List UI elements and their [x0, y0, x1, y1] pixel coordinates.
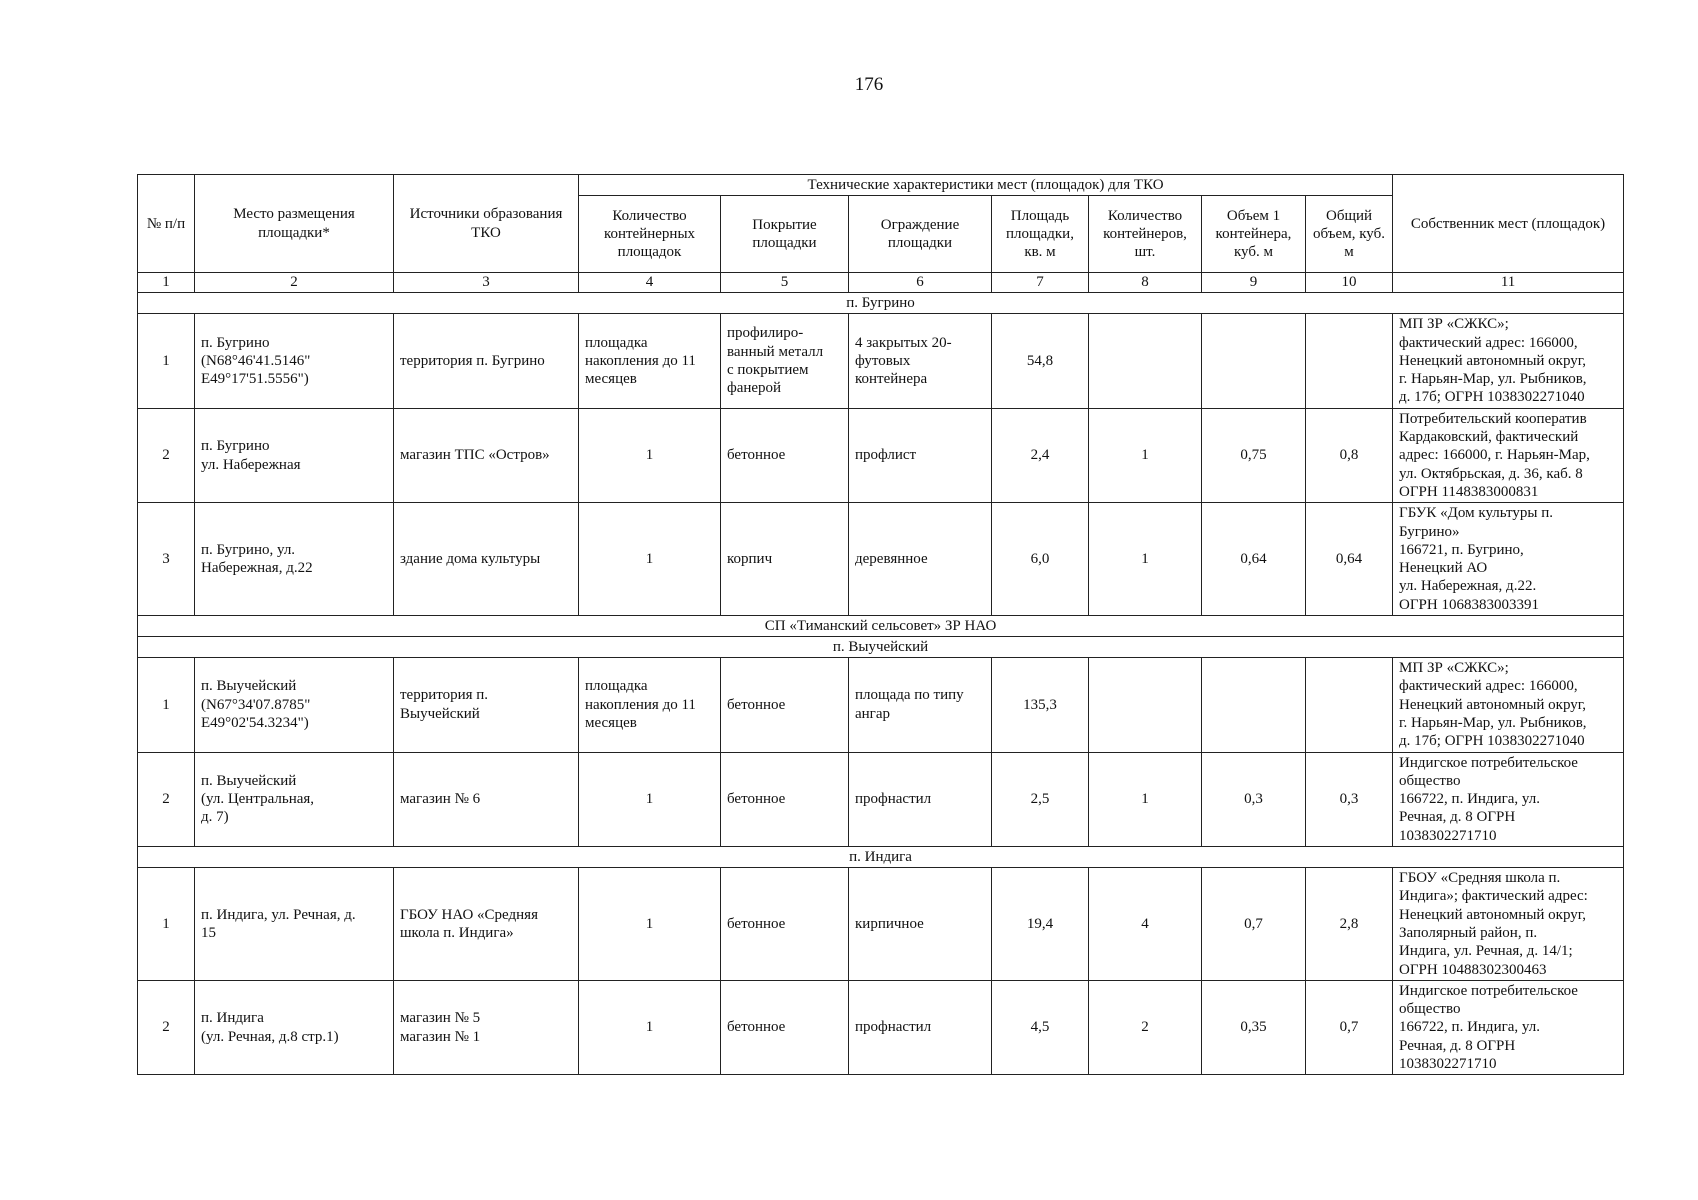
location-cell	[195, 658, 394, 752]
containers-cell	[1089, 658, 1202, 752]
column-number: 8	[1089, 273, 1202, 293]
owner-cell	[1393, 503, 1624, 616]
location-cell	[195, 408, 394, 502]
table-row	[138, 408, 1624, 502]
owner-cell	[1393, 752, 1624, 846]
cell-line: фактический адрес: 166000,	[1399, 678, 1578, 695]
area-cell: 2,4	[992, 408, 1089, 502]
cell-line: МП ЗР «СЖКС»;	[1399, 660, 1509, 677]
column-number: 10	[1306, 273, 1393, 293]
cell-line: с покрытием	[727, 362, 809, 379]
header-area: Площадь площадки, кв. м	[992, 196, 1089, 273]
cell-line: 15	[201, 924, 216, 941]
cell-line: 166721, п. Бугрино,	[1399, 541, 1524, 558]
owner-cell	[1393, 980, 1624, 1074]
container-volume-cell: 0,3	[1202, 752, 1306, 846]
area-cell: 4,5	[992, 980, 1089, 1074]
cell-line: накопления до 11	[585, 352, 696, 369]
cell-line: ОГРН 1068383003391	[1399, 596, 1539, 613]
column-number: 3	[394, 273, 579, 293]
cell-line: Потребительский кооператив	[1399, 410, 1587, 427]
header-platforms-count: Количество контейнерных площадок	[579, 196, 721, 273]
total-volume-cell	[1306, 314, 1393, 408]
container-volume-cell: 0,64	[1202, 503, 1306, 616]
header-sources: Источники образования ТКО	[394, 175, 579, 273]
cell-line: территория п. Бугрино	[400, 352, 545, 369]
cell-line: 1	[645, 1019, 654, 1036]
table-header	[138, 175, 1624, 293]
fence-cell	[849, 752, 992, 846]
platforms-cell	[579, 658, 721, 752]
cell-line: п. Индига	[201, 1010, 264, 1027]
cell-line: п. Выучейский	[201, 772, 297, 789]
cell-line: фактический адрес: 166000,	[1399, 334, 1578, 351]
section-row	[138, 616, 1624, 637]
cell-line: магазин ТПС «Остров»	[400, 447, 550, 464]
owner-cell	[1393, 868, 1624, 981]
surface-cell	[721, 980, 849, 1074]
sources-cell	[394, 408, 579, 502]
area-cell: 6,0	[992, 503, 1089, 616]
total-volume-cell: 0,8	[1306, 408, 1393, 502]
cell-line: бетонное	[727, 915, 786, 932]
section-row	[138, 637, 1624, 658]
header-num: № п/п	[138, 175, 195, 273]
page-number: 176	[854, 74, 884, 95]
container-volume-cell	[1202, 658, 1306, 752]
cell-line: п. Бугрино	[201, 334, 270, 351]
cell-line: контейнера	[855, 371, 928, 388]
cell-line: Индигское потребительское	[1399, 982, 1578, 999]
sources-cell	[394, 503, 579, 616]
header-container-volume: Объем 1 контейнера, куб. м	[1202, 196, 1306, 273]
header-total-volume: Общий объем, куб. м	[1306, 196, 1393, 273]
column-number: 1	[138, 273, 195, 293]
table-body	[138, 293, 1624, 1075]
containers-cell: 2	[1089, 980, 1202, 1074]
fence-cell	[849, 408, 992, 502]
cell-line: ОГРН 1148383000831	[1399, 483, 1539, 500]
cell-line: месяцев	[585, 714, 637, 731]
cell-line: магазин № 1	[400, 1028, 481, 1045]
cell-line: профнастил	[855, 791, 932, 808]
platforms-cell	[579, 868, 721, 981]
cell-line: профлист	[855, 447, 917, 464]
cell-line: Речная, д. 8 ОГРН	[1399, 1037, 1516, 1054]
sources-cell	[394, 980, 579, 1074]
table-row	[138, 658, 1624, 752]
cell-line: ГБУК «Дом культуры п.	[1399, 505, 1554, 522]
container-volume-cell	[1202, 314, 1306, 408]
cell-line: Набережная, д.22	[201, 560, 313, 577]
section-row	[138, 293, 1624, 314]
cell-line: месяцев	[585, 371, 637, 388]
container-volume-cell: 0,75	[1202, 408, 1306, 502]
fence-cell	[849, 503, 992, 616]
column-number: 11	[1393, 273, 1624, 293]
cell-line: Индига»; фактический адрес:	[1399, 888, 1588, 905]
cell-line: бетонное	[727, 1019, 786, 1036]
section-title: СП «Тиманский сельсовет» ЗР НАО	[138, 616, 1624, 637]
cell-line: E49°02'54.3234")	[201, 714, 309, 731]
cell-line: д. 17б; ОГРН 1038302271040	[1399, 733, 1585, 750]
cell-line: 1038302271710	[1399, 827, 1497, 844]
cell-line: корпич	[727, 551, 773, 567]
cell-line: 166722, п. Индига, ул.	[1399, 1019, 1540, 1036]
table-row	[138, 314, 1624, 408]
row-number: 2	[138, 980, 195, 1074]
column-number: 5	[721, 273, 849, 293]
cell-line: Ненецкий автономный округ,	[1399, 352, 1586, 369]
containers-cell: 1	[1089, 752, 1202, 846]
owner-cell	[1393, 314, 1624, 408]
platforms-cell	[579, 752, 721, 846]
row-number: 1	[138, 314, 195, 408]
cell-line: площадка	[585, 334, 648, 351]
platforms-cell	[579, 314, 721, 408]
location-cell	[195, 503, 394, 616]
cell-line: магазин № 6	[400, 791, 481, 808]
cell-line: бетонное	[727, 696, 786, 713]
cell-line: футовых	[855, 352, 911, 369]
surface-cell	[721, 868, 849, 981]
container-volume-cell: 0,35	[1202, 980, 1306, 1074]
sources-cell	[394, 658, 579, 752]
cell-line: бетонное	[727, 447, 786, 464]
header-fence: Ограждение площадки	[849, 196, 992, 273]
fence-cell	[849, 868, 992, 981]
location-cell	[195, 868, 394, 981]
containers-cell: 1	[1089, 408, 1202, 502]
cell-line: Ненецкий автономный округ,	[1399, 906, 1586, 923]
cell-line: ГБОУ НАО «Средняя	[400, 906, 538, 923]
fence-cell	[849, 658, 992, 752]
table-row	[138, 752, 1624, 846]
cell-line: д. 17б; ОГРН 1038302271040	[1399, 389, 1585, 406]
cell-line: Кардаковский, фактический	[1399, 429, 1579, 446]
table-row	[138, 503, 1624, 616]
area-cell: 135,3	[992, 658, 1089, 752]
cell-line: 4 закрытых 20-	[855, 334, 952, 351]
cell-line: п. Бугрино	[201, 438, 270, 455]
column-number: 2	[195, 273, 394, 293]
cell-line: ул. Набережная, д.22.	[1399, 578, 1537, 595]
surface-cell	[721, 658, 849, 752]
surface-cell	[721, 314, 849, 408]
section-row	[138, 847, 1624, 868]
location-cell	[195, 314, 394, 408]
cell-line: ул. Октябрьская, д. 36, каб. 8	[1399, 465, 1583, 482]
container-volume-cell: 0,7	[1202, 868, 1306, 981]
cell-line: Речная, д. 8 ОГРН	[1399, 809, 1516, 826]
cell-line: магазин № 5	[400, 1010, 481, 1027]
cell-line: общество	[1399, 1001, 1461, 1018]
cell-line: фанерой	[727, 380, 782, 397]
cell-line: МП ЗР «СЖКС»;	[1399, 316, 1509, 333]
row-number: 2	[138, 408, 195, 502]
cell-line: Заполярный район, п.	[1399, 924, 1538, 941]
owner-cell	[1393, 408, 1624, 502]
owner-cell	[1393, 658, 1624, 752]
sources-cell	[394, 314, 579, 408]
cell-line: здание дома культуры	[400, 551, 541, 567]
cell-line: Выучейский	[400, 705, 480, 722]
containers-cell	[1089, 314, 1202, 408]
total-volume-cell: 2,8	[1306, 868, 1393, 981]
surface-cell	[721, 408, 849, 502]
containers-cell: 4	[1089, 868, 1202, 981]
cell-line: профнастил	[855, 1019, 932, 1036]
total-volume-cell: 0,3	[1306, 752, 1393, 846]
cell-line: 1	[645, 551, 654, 567]
cell-line: п. Индига, ул. Речная, д.	[201, 906, 356, 923]
cell-line: адрес: 166000, г. Нарьян-Мар,	[1399, 447, 1590, 464]
platforms-cell	[579, 408, 721, 502]
surface-cell	[721, 503, 849, 616]
section-title: п. Индига	[138, 847, 1624, 868]
cell-line: 166722, п. Индига, ул.	[1399, 791, 1540, 808]
cell-line: ванный металл	[727, 343, 824, 360]
table-row	[138, 980, 1624, 1074]
cell-line: Индига, ул. Речная, д. 14/1;	[1399, 943, 1573, 960]
cell-line: 1	[645, 915, 654, 932]
cell-line: школа п. Индига»	[400, 924, 514, 941]
cell-line: ул. Набережная	[201, 456, 301, 473]
platforms-cell	[579, 503, 721, 616]
row-number: 2	[138, 752, 195, 846]
cell-line: 1038302271710	[1399, 1055, 1497, 1072]
cell-line: площадка	[585, 678, 648, 695]
cell-line: (N68°46'41.5146"	[201, 352, 311, 369]
cell-line: ГБОУ «Средняя школа п.	[1399, 870, 1561, 887]
fence-cell	[849, 980, 992, 1074]
cell-line: (ул. Центральная,	[201, 791, 315, 808]
cell-line: бетонное	[727, 791, 786, 808]
area-cell: 19,4	[992, 868, 1089, 981]
cell-line: (N67°34'07.8785"	[201, 696, 311, 713]
fence-cell	[849, 314, 992, 408]
location-cell	[195, 752, 394, 846]
waste-sites-table	[137, 174, 1624, 1075]
cell-line: профилиро-	[727, 325, 804, 342]
cell-line: Ненецкий АО	[1399, 560, 1488, 577]
platforms-cell	[579, 980, 721, 1074]
cell-line: 1	[645, 791, 654, 808]
row-number: 1	[138, 868, 195, 981]
cell-line: Бугрино»	[1399, 523, 1460, 540]
cell-line: ангар	[855, 705, 890, 722]
header-tech-group: Технические характеристики мест (площадок) для ТКО	[579, 175, 1393, 196]
cell-line: накопления до 11	[585, 696, 696, 713]
header-owner: Собственник мест (площадок)	[1393, 175, 1624, 273]
header-surface: Покрытие площадки	[721, 196, 849, 273]
sources-cell	[394, 752, 579, 846]
cell-line: ОГРН 10488302300463	[1399, 961, 1547, 978]
area-cell: 2,5	[992, 752, 1089, 846]
cell-line: д. 7)	[201, 809, 229, 826]
cell-line: E49°17'51.5556")	[201, 371, 309, 388]
cell-line: общество	[1399, 772, 1461, 789]
section-title: п. Бугрино	[138, 293, 1624, 314]
cell-line: Индигское потребительское	[1399, 754, 1578, 771]
table-row	[138, 868, 1624, 981]
total-volume-cell: 0,7	[1306, 980, 1393, 1074]
containers-cell: 1	[1089, 503, 1202, 616]
column-number: 4	[579, 273, 721, 293]
row-number: 3	[138, 503, 195, 616]
cell-line: п. Бугрино, ул.	[201, 541, 296, 558]
header-location: Место размещения площадки*	[195, 175, 394, 273]
cell-line: Ненецкий автономный округ,	[1399, 696, 1586, 713]
cell-line: деревянное	[855, 551, 928, 567]
sources-cell	[394, 868, 579, 981]
cell-line: г. Нарьян-Мар, ул. Рыбников,	[1399, 714, 1587, 731]
column-number: 9	[1202, 273, 1306, 293]
cell-line: 1	[645, 447, 654, 464]
surface-cell	[721, 752, 849, 846]
column-number: 7	[992, 273, 1089, 293]
cell-line: (ул. Речная, д.8 стр.1)	[201, 1028, 339, 1045]
header-containers-count: Количество контейнеров, шт.	[1089, 196, 1202, 273]
column-number-row	[138, 273, 1624, 293]
cell-line: территория п.	[400, 687, 489, 704]
total-volume-cell: 0,64	[1306, 503, 1393, 616]
cell-line: кирпичное	[855, 915, 924, 932]
total-volume-cell	[1306, 658, 1393, 752]
cell-line: п. Выучейский	[201, 678, 297, 695]
section-title: п. Выучейский	[138, 637, 1624, 658]
area-cell: 54,8	[992, 314, 1089, 408]
column-number: 6	[849, 273, 992, 293]
cell-line: г. Нарьян-Мар, ул. Рыбников,	[1399, 371, 1587, 388]
location-cell	[195, 980, 394, 1074]
cell-line: площада по типу	[855, 687, 964, 704]
row-number: 1	[138, 658, 195, 752]
